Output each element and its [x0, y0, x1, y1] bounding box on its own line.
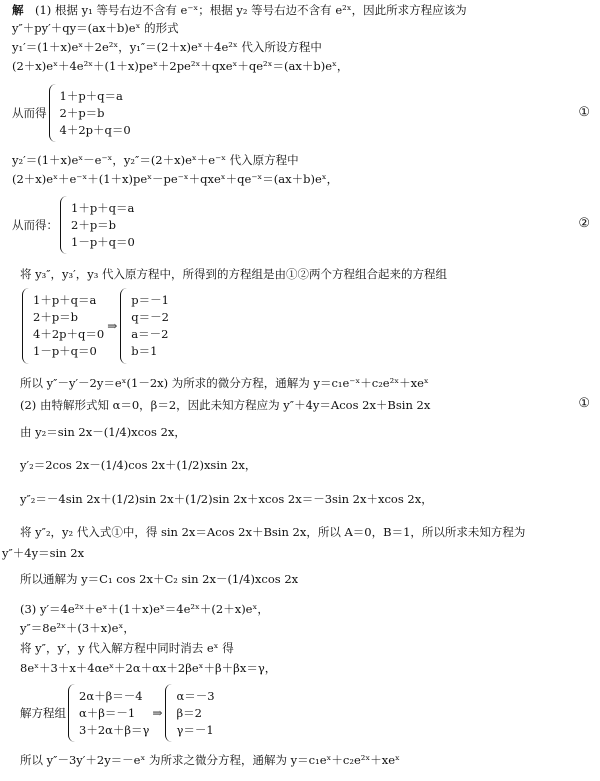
part3-line3: 将 y″，y′，y 代入解方程中同时消去 eˣ 得 — [20, 641, 234, 655]
system-1-eq: 2＋p＝b — [59, 105, 105, 120]
equation-mark-3: ① — [578, 396, 590, 411]
equation-mark-2: ② — [578, 216, 590, 231]
brace-icon — [49, 84, 57, 142]
system-3-eq: 1＋p＋q＝a — [33, 293, 97, 307]
part2-line1: (2) 由特解形式知 α＝0，β＝2，因此未知方程应为 y″＋4y＝Acos 2x＋Bsin 2x — [20, 398, 431, 412]
system-2-eq: 2＋p＝b — [71, 217, 117, 232]
brace-icon — [165, 684, 173, 742]
part1-line8: 所以 y″－y′－2y＝eˣ(1－2x) 为所求的微分方程，通解为 y＝c₁e⁻ˣ＋c₂e²ˣ＋xeˣ — [20, 376, 429, 390]
part3-line4: 8eˣ＋3＋x＋4αeˣ＋2α＋αx＋2βeˣ＋β＋βx＝γ， — [20, 661, 277, 675]
part1-line5: y₂′＝(1＋x)eˣ－e⁻ˣ，y₂″＝(2＋x)eˣ＋e⁻ˣ 代入原方程中 — [12, 153, 299, 167]
system-3 — [22, 288, 169, 364]
system-3-result: q＝－2 — [131, 310, 169, 324]
system-1 — [12, 84, 131, 142]
part1-line2: y″＋py′＋qy＝(ax＋b)eˣ 的形式 — [12, 21, 179, 35]
system-1-label: 从而得 — [12, 106, 47, 120]
system-3-result: a＝－2 — [131, 327, 169, 341]
part1-line3: y₁′＝(1＋x)eˣ＋2e²ˣ，y₁″＝(2＋x)eˣ＋4e²ˣ 代入所设方程中 — [12, 40, 322, 54]
system-4-result: β＝2 — [176, 705, 202, 720]
brace-icon — [22, 288, 30, 364]
part2-line6: y″＋4y＝sin 2x — [2, 546, 85, 560]
system-4-result: γ＝－1 — [176, 722, 214, 737]
system-4 — [20, 684, 215, 742]
system-4-eq: 2α＋β＝－4 — [79, 688, 143, 703]
system-3-result: p＝－1 — [131, 293, 169, 307]
part2-line3: y′₂＝2cos 2x－(1/4)cos 2x＋(1/2)xsin 2x， — [20, 458, 257, 472]
brace-icon — [60, 196, 68, 254]
part1-line4: (2＋x)eˣ＋4e²ˣ＋(1＋x)peˣ＋2pe²ˣ＋qxeˣ＋qe²ˣ＝(ax＋b)eˣ， — [12, 59, 349, 73]
system-2-eq: 1＋p＋q＝a — [71, 200, 135, 215]
system-4-result: α＝－3 — [176, 688, 215, 703]
part1-line7: 将 y₃″，y₃′，y₃ 代入原方程中，所得到的方程组是由①②两个方程组合起来的方程组 — [20, 267, 448, 281]
system-3-eq: 2＋p＝b — [33, 310, 79, 324]
system-4-eq: 3＋2α＋β＝γ — [79, 722, 150, 737]
part2-line4: y″₂＝－4sin 2x＋(1/2)sin 2x＋(1/2)sin 2x＋xcos 2x＝－3sin 2x＋xcos 2x， — [20, 492, 433, 506]
implies-arrow: ⇒ — [107, 319, 118, 333]
part3-line2: y″＝8e²ˣ＋(3＋x)eˣ， — [20, 621, 135, 635]
part2-line7: 所以通解为 y＝C₁ cos 2x＋C₂ sin 2x－(1/4)xcos 2x — [20, 572, 299, 586]
system-4-eq: α＋β＝－1 — [79, 705, 136, 720]
part3-line5: 所以 y″－3y′＋2y＝－eˣ 为所求之微分方程，通解为 y＝c₁eˣ＋c₂e²ˣ＋xeˣ — [20, 753, 400, 767]
system-2-eq: 1－p＋q＝0 — [71, 234, 135, 249]
system-2-label: 从而得： — [12, 218, 58, 232]
part3-line1: (3) y′＝4e²ˣ＋eˣ＋(1＋x)eˣ＝4e²ˣ＋(2＋x)eˣ， — [20, 602, 269, 616]
system-1-eq: 1＋p＋q＝a — [59, 88, 123, 103]
system-3-eq: 4＋2p＋q＝0 — [33, 327, 105, 341]
equation-mark-1: ① — [578, 105, 590, 120]
part1-line1 — [12, 2, 467, 18]
part2-line5: 将 y″₂，y₂ 代入式①中，得 sin 2x＝Acos 2x＋Bsin 2x，所以 A＝0，B＝1，所以所求未知方程为 — [20, 525, 526, 539]
implies-arrow: ⇒ — [152, 706, 163, 720]
brace-icon — [68, 684, 76, 742]
part1-text1: (1) 根据 y₁ 等号右边不含有 e⁻ˣ；根据 y₂ 等号右边不含有 e²ˣ，因此所求方程应该为 — [35, 3, 467, 17]
system-1-eq: 4＋2p＋q＝0 — [59, 122, 131, 137]
part2-line2: 由 y₂＝sin 2x－(1/4)xcos 2x， — [20, 425, 186, 439]
solution-heading: 解 — [12, 3, 24, 17]
system-3-eq: 1－p＋q＝0 — [33, 344, 97, 358]
system-4-label: 解方程组 — [20, 706, 66, 720]
system-3-result: b＝1 — [131, 344, 158, 358]
system-2 — [12, 196, 135, 254]
part1-line6: (2＋x)eˣ＋e⁻ˣ＋(1＋x)peˣ－pe⁻ˣ＋qxeˣ＋qe⁻ˣ＝(ax＋b)eˣ， — [12, 172, 339, 186]
brace-icon — [120, 288, 128, 364]
